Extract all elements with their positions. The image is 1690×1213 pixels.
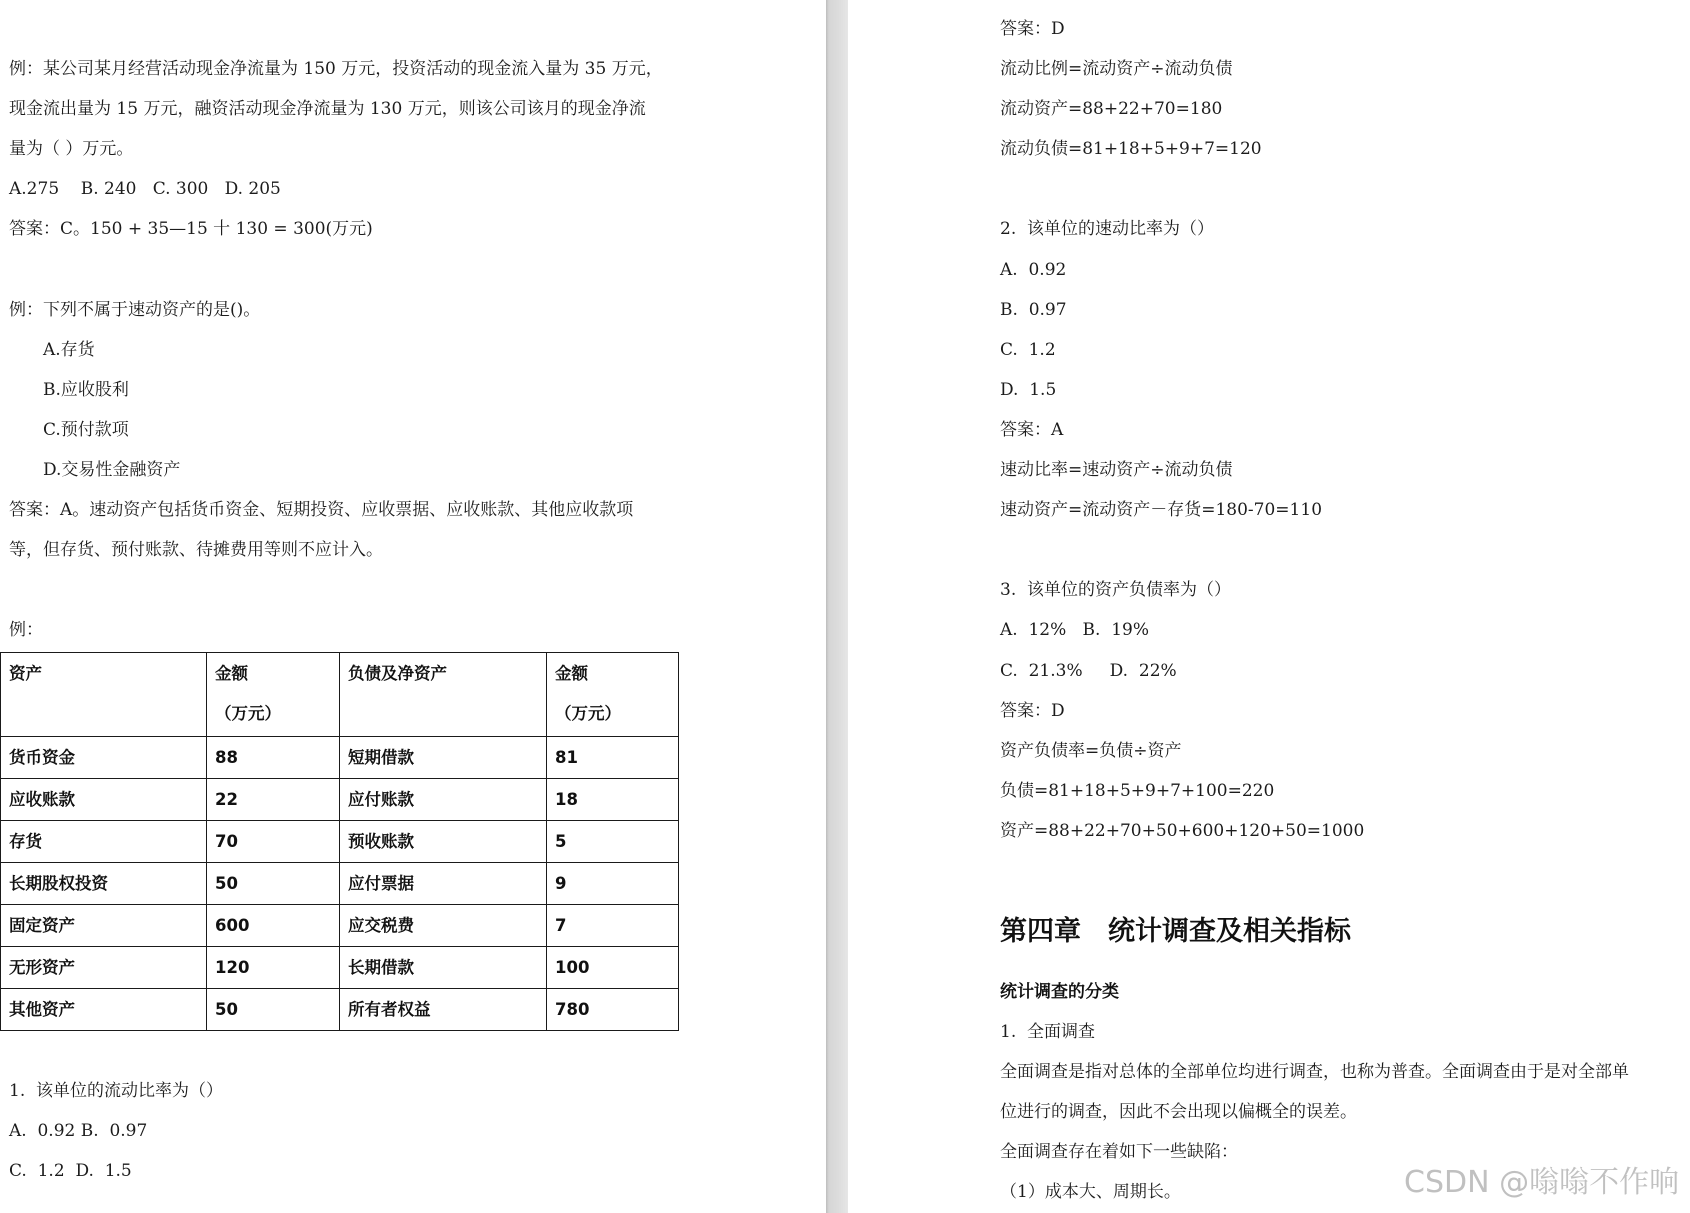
chapter-section [1000, 972, 1629, 1213]
csdn-watermark: CSDN @嗡嗡不作响 [1404, 1165, 1680, 1200]
asset-name-cell: 固定资产 [1, 905, 207, 947]
document-page-right [848, 0, 1690, 1213]
question1-solution-line: 流动负债=81+18+5+9+7=120 [1000, 139, 1262, 160]
header-unit: （万元） [215, 704, 281, 723]
table-row [1, 863, 679, 905]
asset-amount-cell: 22 [207, 779, 340, 821]
paragraph-line: 全面调查是指对总体的全部单位均进行调查，也称为普查。全面调查由于是对全部单 [1000, 1062, 1629, 1083]
defects-intro: 全面调查存在着如下一些缺陷： [1000, 1142, 1238, 1163]
example3-label: 例： [9, 620, 43, 641]
blank-line [1000, 530, 1364, 570]
balance-sheet-table [0, 652, 679, 1031]
liability-amount-cell: 81 [547, 737, 679, 779]
liability-amount-cell: 7 [547, 905, 679, 947]
table-header-row [1, 653, 679, 737]
asset-amount-cell: 70 [207, 821, 340, 863]
question1-block [9, 1071, 223, 1191]
assets-header-cell [1, 653, 207, 737]
example2-answer-line: 等，但存货、预付账款、待摊费用等则不应计入。 [9, 540, 383, 561]
table-body [1, 737, 679, 1031]
question1-answer: 答案：D [1000, 19, 1065, 39]
liability-amount-cell: 18 [547, 779, 679, 821]
blank-line [9, 570, 663, 610]
example2-option: C.预付款项 [43, 419, 129, 440]
example1-options: A.275 B. 240 C. 300 D. 205 [9, 179, 281, 200]
question1-options: A. 0.92 B. 0.97 [9, 1121, 148, 1142]
question3-answer: 答案：D [1000, 700, 1065, 721]
asset-name-cell: 长期股权投资 [1, 863, 207, 905]
liability-amount-cell: 5 [547, 821, 679, 863]
question2-solution-line: 速动比率=速动资产÷流动负债 [1000, 460, 1233, 481]
question1-options: C. 1.2 D. 1.5 [9, 1161, 132, 1182]
question2-answer: 答案：A [1000, 419, 1064, 440]
section-heading: 统计调查的分类 [1000, 982, 1119, 1002]
table-row [1, 989, 679, 1031]
question3-solution-line: 负债=81+18+5+9+7+100=220 [1000, 780, 1275, 801]
example2-option: A.存货 [43, 339, 95, 360]
page-gap [826, 0, 848, 1213]
header-text: 负债及净资产 [348, 664, 447, 683]
asset-name-cell: 应收账款 [1, 779, 207, 821]
asset-name-cell: 货币资金 [1, 737, 207, 779]
asset-name-cell: 其他资产 [1, 989, 207, 1031]
asset-amount-cell: 50 [207, 863, 340, 905]
liability-name-cell: 应付账款 [340, 779, 547, 821]
liability-name-cell: 应交税费 [340, 905, 547, 947]
header-text: 资产 [9, 664, 42, 683]
blank-line [9, 249, 663, 289]
example1-question-line: 现金流出量为 15 万元，融资活动现金净流量为 130 万元，则该公司该月的现金净流 [9, 99, 646, 120]
example2-option: D.交易性金融资产 [43, 459, 181, 480]
asset-amount-cell: 88 [207, 737, 340, 779]
example2-question: 例：下列不属于速动资产的是()。 [9, 299, 261, 320]
liability-amount-cell: 100 [547, 947, 679, 989]
liability-name-cell: 应付票据 [340, 863, 547, 905]
asset-name-cell: 存货 [1, 821, 207, 863]
example1-question-line: 例：某公司某月经营活动现金净流量为 150 万元，投资活动的现金流入量为 35 万元， [9, 59, 663, 79]
right-page-text [1000, 9, 1364, 851]
question2-text: 2. 该单位的速动比率为（） [1000, 219, 1215, 240]
question3-solution-line: 资产负债率=负债÷资产 [1000, 740, 1182, 761]
question2-option: D. 1.5 [1000, 379, 1057, 400]
question3-solution-line: 资产=88+22+70+50+600+120+50=1000 [1000, 820, 1365, 841]
header-unit: （万元） [555, 704, 621, 723]
table-row [1, 779, 679, 821]
example2-option: B.应收股利 [43, 379, 129, 400]
liability-name-cell: 短期借款 [340, 737, 547, 779]
question3-text: 3. 该单位的资产负债率为（） [1000, 580, 1232, 601]
question2-option: B. 0.97 [1000, 299, 1067, 320]
table-row [1, 737, 679, 779]
question3-options: C. 21.3% D. 22% [1000, 660, 1177, 681]
liability-amount-cell: 780 [547, 989, 679, 1031]
paragraph-line: 位进行的调查，因此不会出现以偏概全的误差。 [1000, 1102, 1357, 1123]
question2-option: A. 0.92 [1000, 259, 1067, 280]
document-page-left [0, 0, 826, 1213]
header-text: 金额 [555, 664, 588, 683]
asset-amount-cell: 600 [207, 905, 340, 947]
question1-solution-line: 流动资产=88+22+70=180 [1000, 99, 1223, 120]
question1-text: 1. 该单位的流动比率为（） [9, 1081, 224, 1101]
liability-name-cell: 长期借款 [340, 947, 547, 989]
liability-name-cell: 所有者权益 [340, 989, 547, 1031]
blank-line [1000, 169, 1364, 209]
example1-question-line: 量为（ ）万元。 [9, 139, 134, 160]
asset-name-cell: 无形资产 [1, 947, 207, 989]
chapter-heading: 第四章 统计调查及相关指标 [1000, 916, 1351, 947]
header-text: 金额 [215, 664, 248, 683]
liability-amount-cell: 9 [547, 863, 679, 905]
asset-amount-cell: 50 [207, 989, 340, 1031]
section-item: 1. 全面调查 [1000, 1022, 1096, 1043]
example1-answer: 答案：C。150 + 35—15 十 130 = 300(万元) [9, 219, 373, 240]
liability-name-cell: 预收账款 [340, 821, 547, 863]
liability-amount-header-cell [547, 653, 679, 737]
liabilities-header-cell [340, 653, 547, 737]
question2-solution-line: 速动资产=流动资产－存货=180-70=110 [1000, 500, 1323, 521]
asset-amount-header-cell [207, 653, 340, 737]
asset-amount-cell: 120 [207, 947, 340, 989]
defect-item: （1）成本大、周期长。 [1000, 1182, 1181, 1203]
left-page-text [9, 49, 663, 650]
table-row [1, 905, 679, 947]
example2-answer-line: 答案：A。速动资产包括货币资金、短期投资、应收票据、应收账款、其他应收款项 [9, 500, 634, 521]
table-row [1, 821, 679, 863]
table-row [1, 947, 679, 989]
question3-options: A. 12% B. 19% [1000, 620, 1149, 641]
question1-solution-line: 流动比例=流动资产÷流动负债 [1000, 59, 1233, 80]
question2-option: C. 1.2 [1000, 339, 1056, 360]
